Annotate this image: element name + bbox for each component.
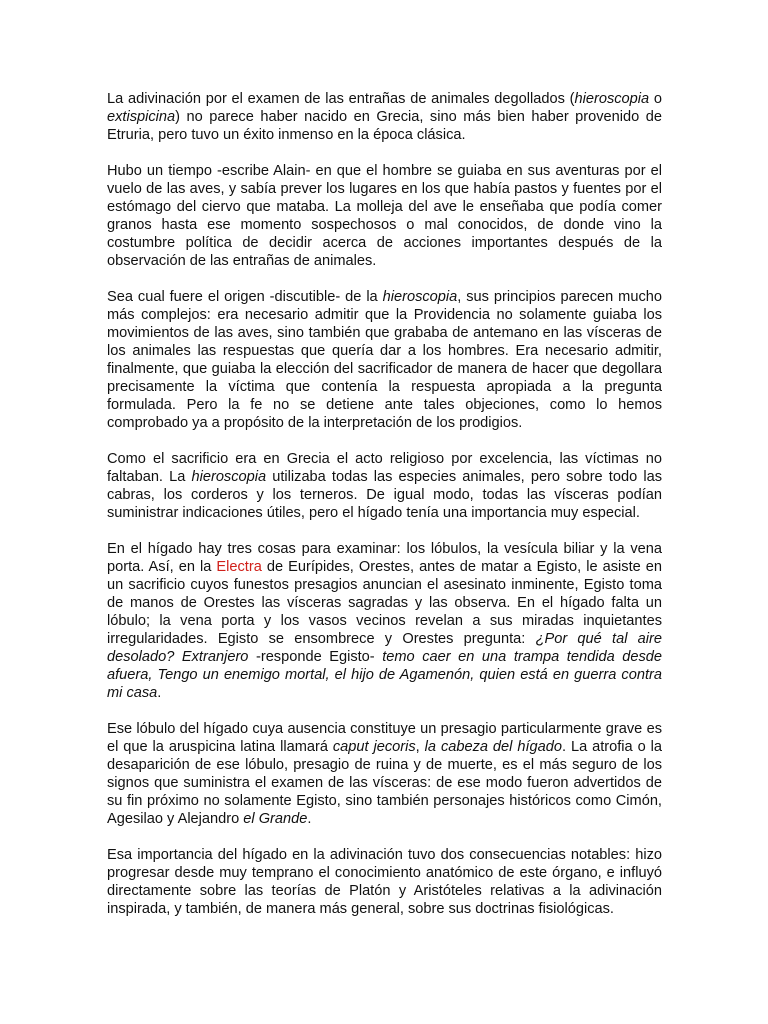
paragraph-4: Como el sacrificio era en Grecia el acto religioso por excelencia, las víctimas no faltaban. La hieroscopia utilizaba todas las especies animales, pero sobre todo las cabras, los corderos y los terneros. De igual modo, todas las vísceras podían suministrar indicaciones útiles, pero el hígado tenía una importancia muy especial. <box>107 451 662 521</box>
term-extispicina: extispicina <box>107 109 176 125</box>
document-page <box>107 90 662 918</box>
term-hieroscopia: hieroscopia <box>191 469 267 485</box>
paragraph-1: La adivinación por el examen de las entrañas de animales degollados (hieroscopia o extispicina) no parece haber nacido en Grecia, sino más bien haber provenido de Etruria, pero tuvo un éxito inmenso en la época clásica. <box>107 91 663 143</box>
paragraph-5: En el hígado hay tres cosas para examinar: los lóbulos, la vesícula biliar y la vena porta. Así, en la Electra de Eurípides, Orestes, antes de matar a Egisto, le asiste en un sacrificio cuyos funestos presagios anuncian el asesinato inminente, Egisto toma de manos de Orestes las vísceras sagradas y las observa. En el hígado falta un lóbulo; la vena porta y los vasos vecinos revelan a sus miradas inquietantes irregularidades. Egisto se ensombrece y Orestes pregunta: ¿Por qué tal aire desolado? Extranjero -responde Egisto- temo caer en una trampa tendida desde afuera, Tengo un enemigo mortal, el hijo de Agamenón, quien está en guerra contra mi casa. <box>107 541 663 701</box>
paragraph-7: Esa importancia del hígado en la adivinación tuvo dos consecuencias notables: hizo progresar desde muy temprano el conocimiento anatómico de este órgano, e influyó directamente sobre las teorías de Platón y Aristóteles relativas a la adivinación inspirada, y también, de manera más general, sobre sus doctrinas fisiológicas. <box>107 847 662 917</box>
quote-orestes: ¿Por qué tal aire desolado? Extranjero <box>107 631 663 665</box>
paragraph-2: Hubo un tiempo -escribe Alain- en que el hombre se guiaba en sus aventuras por el vuelo de las aves, y sabía prever los lugares en los que había pastos y fuentes por el estómago del ciervo que mataba. La molleja del ave le enseñaba que podía comer granos hasta ese momento sospechosos o mal conocidos, de donde vino la costumbre política de decidir acerca de acciones importantes después de la observación de las entrañas de animales. <box>107 163 662 269</box>
term-cabeza-del-higado: la cabeza del hígado <box>424 739 562 755</box>
term-caput-jecoris: caput jecoris <box>332 739 416 755</box>
quote-egisto: temo caer en una trampa tendida desde afuera, Tengo un enemigo mortal, el hijo de Agamenón, quien está en guerra contra mi casa <box>107 649 662 701</box>
term-hieroscopia: hieroscopia <box>574 91 650 107</box>
paragraph-3: Sea cual fuere el origen -discutible- de la hieroscopia, sus principios parecen mucho más complejos: era necesario admitir que la Providencia no solamente guiaba los movimientos de las aves, sino también que grababa de antemano en las vísceras de los animales las respuestas que quería dar a los hombres. Era necesario admitir, finalmente, que guiaba la elección del sacrificador de manera de hacer que degollara precisamente la víctima que contenía la respuesta apropiada a la pregunta formulada. Pero la fe no se detiene ante tales objeciones, como lo hemos comprobado ya a propósito de la interpretación de los prodigios. <box>107 289 662 431</box>
term-el-grande: el Grande <box>243 811 308 827</box>
paragraph-6: Ese lóbulo del hígado cuya ausencia constituye un presagio particularmente grave es el que la aruspicina latina llamará caput jecoris, la cabeza del hígado. La atrofia o la desaparición de ese lóbulo, presagio de ruina y de muerte, es el más seguro de los signos que suministra el examen de las vísceras: de ese modo fueron advertidos de su fin próximo no solamente Egisto, sino también personajes históricos como Cimón, Agesilao y Alejandro el Grande. <box>107 721 662 827</box>
electra-link[interactable]: Electra <box>216 559 262 575</box>
term-hieroscopia: hieroscopia <box>382 289 458 305</box>
